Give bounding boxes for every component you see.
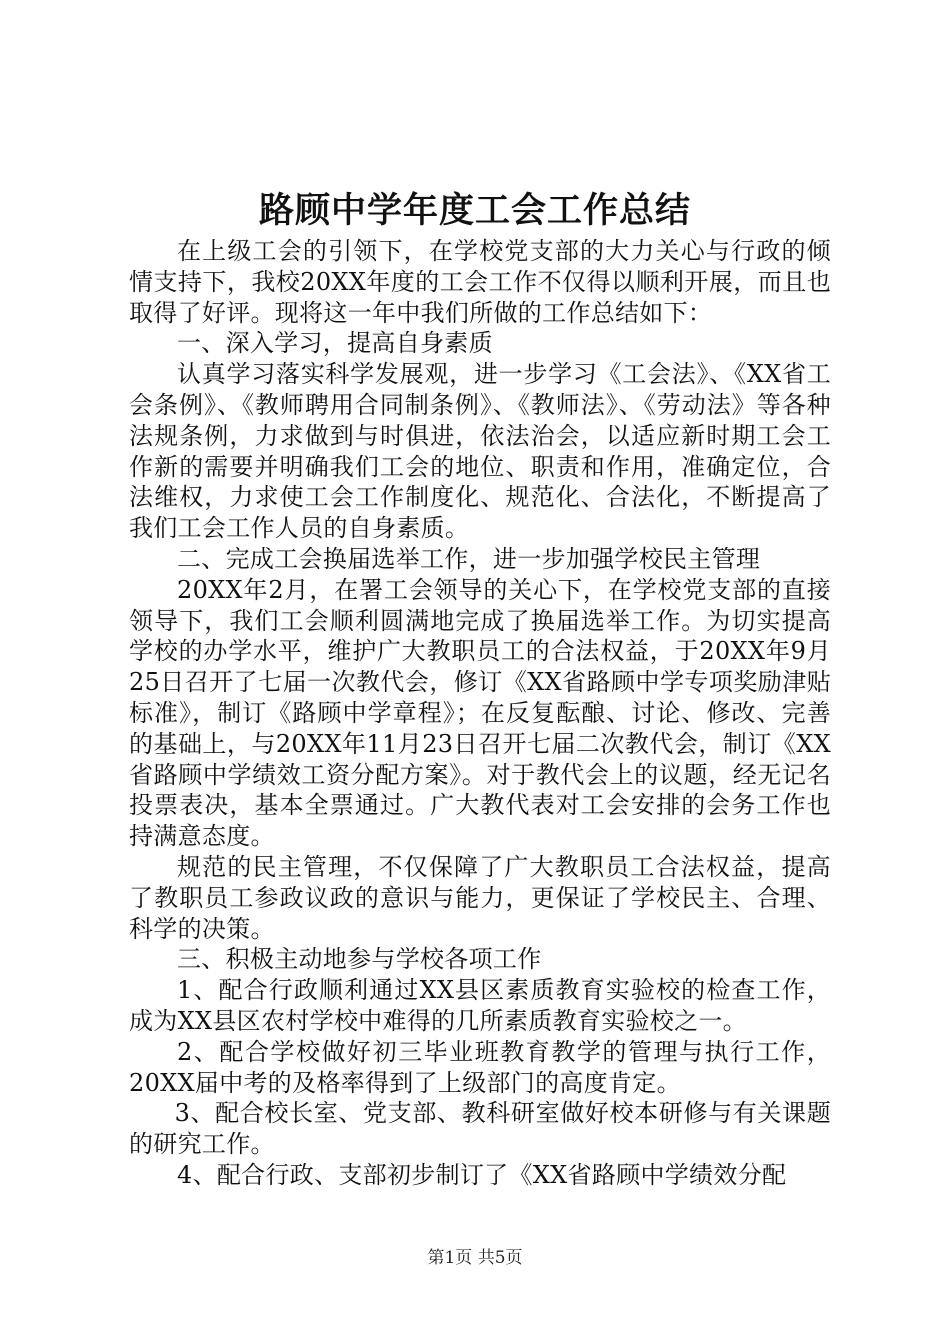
document-body	[129, 236, 831, 1191]
list-item-1: 1、配合行政顺利通过XX县区素质教育实验校的检查工作，成为XX县区农村学校中难得的几所素质教育实验校之一。	[129, 976, 831, 1035]
list-item-4: 4、配合行政、支部初步制订了《XX省路顾中学绩效分配	[177, 1160, 787, 1189]
list-item-3: 3、配合校长室、党支部、教科研室做好校本研修与有关课题的研究工作。	[129, 1099, 831, 1159]
section-heading-3: 三、积极主动地参与学校各项工作	[177, 945, 542, 974]
paragraph-election: 20XX年2月，在署工会领导的关心下，在学校党支部的直接领导下，我们工会顺利圆满地完成了换届选举工作。为切实提高学校的办学水平，维护广大教职员工的合法权益，于20XX年9月25日召开了七届一次教代会，修订《XX省路顾中学专项奖励津贴标准》，制订《路顾中学章程》；在反复酝酿、讨论、修改、完善的基础上，与20XX年11月23日召开七届二次教代会，制订《XX省路顾中学绩效工资分配方案》。对于教代会上的议题，经无记名投票表决，基本全票通过。广大教代表对工会安排的会务工作也持满意态度。	[129, 575, 831, 851]
paragraph-democracy: 规范的民主管理，不仅保障了广大教职员工合法权益，提高了教职员工参政议政的意识与能力，更保证了学校民主、合理、科学的决策。	[129, 852, 831, 943]
list-item-2: 2、配合学校做好初三毕业班教育教学的管理与执行工作，20XX届中考的及格率得到了上级部门的高度肯定。	[129, 1037, 831, 1097]
section-heading-1: 一、深入学习，提高自身素质	[177, 329, 493, 358]
paragraph-intro: 在上级工会的引领下，在学校党支部的大力关心与行政的倾情支持下，我校20XX年度的工会工作不仅得以顺利开展，而且也取得了好评。现将这一年中我们所做的工作总结如下：	[129, 237, 831, 327]
section-heading-2: 二、完成工会换届选举工作，进一步加强学校民主管理	[177, 544, 761, 573]
document-title: 路顾中学年度工会工作总结	[258, 190, 691, 231]
page-footer: 第1页 共5页	[427, 1248, 523, 1268]
paragraph-study: 认真学习落实科学发展观，进一步学习《工会法》、《XX省工会条例》、《教师聘用合同制条例》、《教师法》、《劳动法》等各种法规条例，力求做到与时俱进，依法治会，以适应新时期工会工作新的需要并明确我们工会的地位、职责和作用，准确定位，合法维权，力求使工会工作制度化、规范化、合法化，不断提高了我们工会工作人员的自身素质。	[129, 360, 831, 543]
